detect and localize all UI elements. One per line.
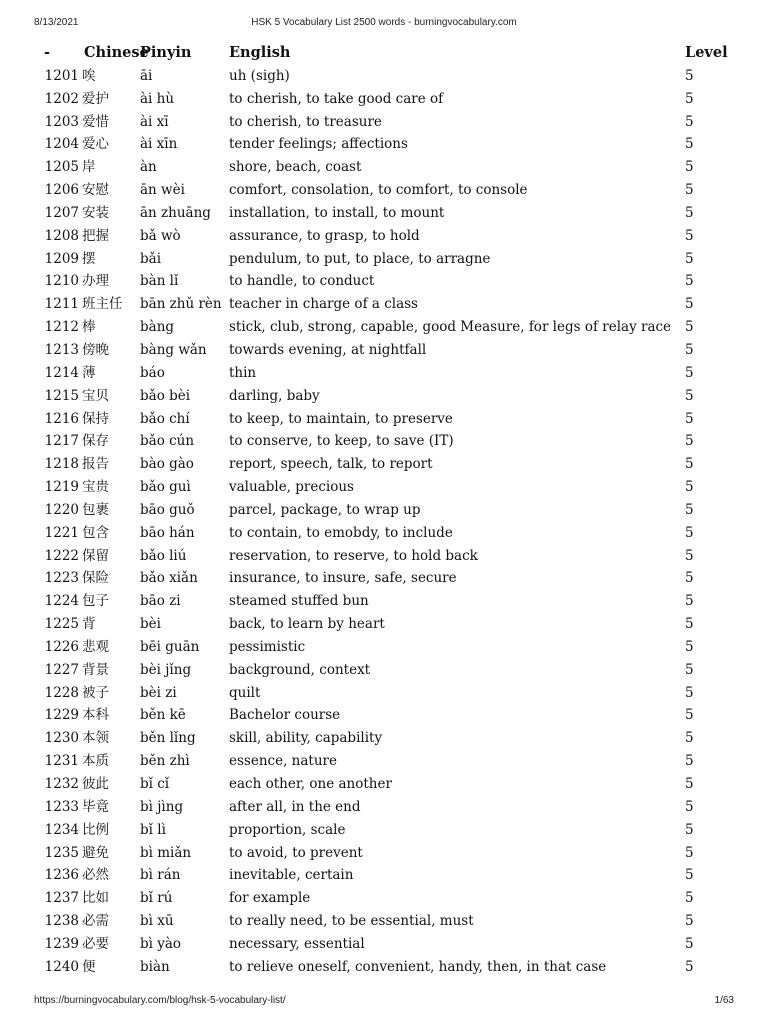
table-row (34, 65, 734, 88)
row-level: 5 (685, 456, 694, 473)
row-chinese: 便 (82, 958, 96, 975)
row-number: 1219 (44, 479, 79, 496)
table-row (34, 750, 734, 773)
row-level: 5 (685, 913, 694, 930)
row-number: 1218 (44, 456, 79, 473)
row-number: 1208 (44, 227, 79, 244)
row-number: 1222 (44, 547, 79, 564)
row-english: essence, nature (229, 753, 337, 770)
row-number: 1204 (44, 136, 79, 153)
row-number: 1229 (44, 707, 79, 724)
row-chinese: 包子 (82, 593, 109, 610)
row-level: 5 (685, 935, 694, 952)
row-english: assurance, to grasp, to hold (229, 227, 420, 244)
row-pinyin: bǎ wò (140, 227, 181, 244)
row-pinyin: bì rán (140, 867, 181, 884)
row-chinese: 包含 (82, 524, 109, 541)
row-english: stick, club, strong, capable, good Measure, for legs of relay race (229, 319, 672, 336)
row-chinese: 安装 (82, 204, 109, 221)
table-row (34, 910, 734, 933)
row-english: to cherish, to treasure (229, 113, 382, 130)
print-date: 8/13/2021 (34, 17, 79, 28)
row-level: 5 (685, 616, 694, 633)
row-pinyin: bǎo bèi (140, 387, 191, 404)
row-number: 1231 (44, 753, 79, 770)
table-row (34, 133, 734, 156)
row-pinyin: bàn lǐ (140, 273, 179, 290)
row-pinyin: běn zhì (140, 753, 190, 770)
row-number: 1217 (44, 433, 79, 450)
row-chinese: 本质 (82, 753, 109, 770)
row-level: 5 (685, 113, 694, 130)
row-level: 5 (685, 707, 694, 724)
table-row (34, 408, 734, 431)
table-row (34, 636, 734, 659)
row-pinyin: bèi zi (140, 684, 177, 701)
table-row (34, 545, 734, 568)
row-number: 1221 (44, 524, 79, 541)
row-pinyin: bǐ rú (140, 890, 173, 907)
row-chinese: 本领 (82, 730, 109, 747)
table-row (34, 727, 734, 750)
row-number: 1225 (44, 616, 79, 633)
row-number: 1214 (44, 364, 79, 381)
row-english: towards evening, at nightfall (229, 341, 427, 358)
row-english: to relieve oneself, convenient, handy, then, in that case (229, 958, 607, 975)
table-row (34, 842, 734, 865)
row-chinese: 把握 (82, 227, 109, 244)
row-chinese: 宝贝 (82, 387, 109, 404)
row-level: 5 (685, 776, 694, 792)
row-level: 5 (685, 479, 694, 496)
row-pinyin: bǐ cǐ (140, 776, 170, 792)
print-header (0, 17, 768, 31)
row-level: 5 (685, 387, 694, 404)
row-level: 5 (685, 661, 694, 678)
row-chinese: 必需 (82, 913, 109, 930)
row-level: 5 (685, 364, 694, 381)
table-row (34, 887, 734, 910)
row-number: 1224 (44, 593, 79, 610)
row-pinyin: bǎo chí (140, 410, 190, 427)
row-number: 1210 (44, 273, 79, 290)
table-row (34, 522, 734, 545)
row-level: 5 (685, 433, 694, 450)
row-chinese: 比例 (82, 821, 109, 838)
row-number: 1234 (44, 821, 79, 838)
row-number: 1226 (44, 638, 79, 655)
row-number: 1211 (44, 296, 79, 313)
row-pinyin: ài xīn (140, 136, 178, 153)
row-number: 1209 (44, 250, 79, 267)
row-number: 1235 (44, 844, 79, 861)
row-chinese: 岸 (82, 159, 96, 176)
row-level: 5 (685, 250, 694, 267)
row-chinese: 包裹 (82, 501, 109, 518)
row-number: 1228 (44, 684, 79, 701)
row-pinyin: bàng (140, 319, 175, 336)
row-level: 5 (685, 204, 694, 221)
print-title: HSK 5 Vocabulary List 2500 words - burningvocabulary.com (251, 17, 517, 28)
row-chinese: 安慰 (82, 182, 109, 199)
row-english: tender feelings; affections (229, 136, 408, 153)
row-pinyin: bèi jǐng (140, 661, 192, 678)
row-chinese: 保持 (82, 410, 109, 427)
row-pinyin: běn kē (140, 707, 186, 724)
row-number: 1205 (44, 159, 79, 176)
row-chinese: 避免 (82, 844, 109, 861)
table-row (34, 362, 734, 385)
row-pinyin: bì yào (140, 935, 182, 952)
table-row (34, 773, 734, 796)
table-row (34, 339, 734, 362)
row-chinese: 摆 (82, 250, 96, 267)
row-pinyin: bǎi (140, 250, 162, 267)
row-english: after all, in the end (229, 798, 361, 815)
row-english: steamed stuffed bun (229, 593, 369, 610)
row-english: to contain, to emobdy, to include (229, 524, 453, 541)
row-english: pessimistic (229, 638, 306, 655)
row-number: 1232 (44, 776, 79, 792)
table-header-row (34, 42, 734, 65)
row-chinese: 傍晚 (82, 341, 109, 358)
table-row (34, 88, 734, 111)
row-pinyin: āi (140, 67, 153, 84)
row-number: 1201 (44, 67, 79, 84)
row-english: inevitable, certain (229, 867, 354, 884)
row-number: 1212 (44, 319, 79, 336)
row-chinese: 爱惜 (82, 113, 109, 130)
row-chinese: 保险 (82, 570, 109, 587)
row-pinyin: bào gào (140, 456, 194, 473)
row-english: valuable, precious (229, 479, 354, 496)
row-level: 5 (685, 570, 694, 587)
row-pinyin: bāo zi (140, 593, 181, 610)
row-english: background, context (229, 661, 371, 678)
print-url: https://burningvocabulary.com/blog/hsk-5-vocabulary-list/ (34, 995, 286, 1006)
vocabulary-table (34, 42, 734, 979)
row-level: 5 (685, 159, 694, 176)
table-row (34, 659, 734, 682)
row-number: 1202 (44, 90, 79, 107)
row-english: to handle, to conduct (229, 273, 375, 290)
row-level: 5 (685, 730, 694, 747)
row-english: insurance, to insure, safe, secure (229, 570, 457, 587)
row-chinese: 背 (82, 616, 96, 633)
row-level: 5 (685, 501, 694, 518)
row-english: uh (sigh) (229, 67, 290, 84)
table-row (34, 156, 734, 179)
row-pinyin: ān wèi (140, 182, 185, 199)
row-english: darling, baby (229, 387, 320, 404)
row-level: 5 (685, 958, 694, 975)
row-level: 5 (685, 410, 694, 427)
row-pinyin: bǎo liú (140, 547, 187, 564)
row-pinyin: bèi (140, 616, 161, 633)
row-pinyin: ài xī (140, 113, 169, 130)
row-number: 1238 (44, 913, 79, 930)
row-pinyin: bān zhǔ rèn (140, 296, 222, 313)
row-english: necessary, essential (229, 935, 365, 952)
row-number: 1223 (44, 570, 79, 587)
row-chinese: 必然 (82, 867, 109, 884)
table-body (34, 65, 734, 979)
table-row (34, 270, 734, 293)
row-number: 1207 (44, 204, 79, 221)
row-number: 1236 (44, 867, 79, 884)
table-row (34, 248, 734, 271)
row-english: back, to learn by heart (229, 616, 385, 633)
row-chinese: 保存 (82, 433, 109, 450)
row-english: parcel, package, to wrap up (229, 501, 421, 518)
row-english: Bachelor course (229, 707, 341, 724)
row-level: 5 (685, 547, 694, 564)
row-level: 5 (685, 296, 694, 313)
row-number: 1239 (44, 935, 79, 952)
row-level: 5 (685, 273, 694, 290)
row-pinyin: bāo guǒ (140, 501, 195, 518)
row-level: 5 (685, 798, 694, 815)
table-row (34, 430, 734, 453)
table-row (34, 796, 734, 819)
row-pinyin: bāo hán (140, 524, 195, 541)
row-number: 1206 (44, 182, 79, 199)
row-level: 5 (685, 524, 694, 541)
row-pinyin: biàn (140, 958, 170, 975)
row-pinyin: bì miǎn (140, 844, 192, 861)
row-pinyin: ài hù (140, 90, 175, 107)
table-row (34, 819, 734, 842)
header-level: Level (685, 44, 728, 61)
row-chinese: 背景 (82, 661, 109, 678)
table-row (34, 864, 734, 887)
table-row (34, 202, 734, 225)
row-english: for example (229, 890, 311, 907)
row-english: to avoid, to prevent (229, 844, 363, 861)
row-chinese: 悲观 (82, 638, 109, 655)
row-number: 1215 (44, 387, 79, 404)
table-row (34, 956, 734, 979)
row-english: teacher in charge of a class (229, 296, 418, 313)
row-number: 1233 (44, 798, 79, 815)
row-chinese: 报告 (82, 456, 109, 473)
row-english: thin (229, 364, 257, 381)
row-level: 5 (685, 890, 694, 907)
table-row (34, 111, 734, 134)
row-level: 5 (685, 593, 694, 610)
table-row (34, 613, 734, 636)
row-chinese: 薄 (82, 364, 96, 381)
header-number: - (44, 44, 51, 61)
row-pinyin: bǎo xiǎn (140, 570, 198, 587)
row-pinyin: bàng wǎn (140, 341, 207, 358)
row-number: 1216 (44, 410, 79, 427)
row-level: 5 (685, 753, 694, 770)
page-number: 1/63 (714, 995, 734, 1006)
row-number: 1220 (44, 501, 79, 518)
row-pinyin: běn lǐng (140, 730, 196, 747)
row-pinyin: báo (140, 364, 165, 381)
row-chinese: 唉 (82, 67, 96, 84)
table-row (34, 385, 734, 408)
row-chinese: 办理 (82, 273, 109, 290)
row-number: 1230 (44, 730, 79, 747)
row-number: 1240 (44, 958, 79, 975)
table-row (34, 293, 734, 316)
row-pinyin: ān zhuāng (140, 204, 211, 221)
row-pinyin: bì jìng (140, 798, 184, 815)
row-pinyin: bēi guān (140, 638, 200, 655)
row-chinese: 保留 (82, 547, 109, 564)
header-english: English (229, 44, 291, 61)
header-pinyin: Pinyin (140, 44, 192, 61)
table-row (34, 316, 734, 339)
row-chinese: 毕竟 (82, 798, 109, 815)
row-pinyin: àn (140, 159, 157, 176)
row-chinese: 爱心 (82, 136, 109, 153)
table-row (34, 499, 734, 522)
row-pinyin: bǐ lì (140, 821, 166, 838)
table-row (34, 476, 734, 499)
row-chinese: 爱护 (82, 90, 109, 107)
row-number: 1237 (44, 890, 79, 907)
print-footer (0, 995, 768, 1009)
row-number: 1213 (44, 341, 79, 358)
table-row (34, 567, 734, 590)
row-chinese: 被子 (82, 684, 109, 701)
table-row (34, 933, 734, 956)
table-row (34, 682, 734, 705)
row-english: comfort, consolation, to comfort, to console (229, 182, 528, 199)
row-english: report, speech, talk, to report (229, 456, 433, 473)
table-row (34, 179, 734, 202)
row-chinese: 班主任 (82, 296, 123, 313)
header-chinese: Chinese (84, 44, 149, 61)
row-level: 5 (685, 341, 694, 358)
row-english: to cherish, to take good care of (229, 90, 444, 107)
row-english: shore, beach, coast (229, 159, 362, 176)
row-level: 5 (685, 227, 694, 244)
row-english: pendulum, to put, to place, to arragne (229, 250, 491, 267)
row-level: 5 (685, 182, 694, 199)
row-chinese: 必要 (82, 935, 109, 952)
row-english: reservation, to reserve, to hold back (229, 547, 478, 564)
row-english: to really need, to be essential, must (229, 913, 474, 930)
row-chinese: 宝贵 (82, 479, 109, 496)
row-level: 5 (685, 821, 694, 838)
row-level: 5 (685, 684, 694, 701)
row-pinyin: bǎo guì (140, 479, 191, 496)
table-row (34, 704, 734, 727)
row-number: 1227 (44, 661, 79, 678)
row-chinese: 棒 (82, 319, 96, 336)
row-english: proportion, scale (229, 821, 346, 838)
row-chinese: 彼此 (82, 776, 109, 792)
table-row (34, 225, 734, 248)
row-level: 5 (685, 67, 694, 84)
row-level: 5 (685, 90, 694, 107)
table-row (34, 590, 734, 613)
row-level: 5 (685, 319, 694, 336)
row-pinyin: bì xū (140, 913, 174, 930)
row-english: each other, one another (229, 776, 392, 792)
row-english: to keep, to maintain, to preserve (229, 410, 453, 427)
row-level: 5 (685, 136, 694, 153)
row-chinese: 比如 (82, 890, 109, 907)
row-chinese: 本科 (82, 707, 109, 724)
row-english: to conserve, to keep, to save (IT) (229, 433, 454, 450)
row-english: installation, to install, to mount (229, 204, 445, 221)
row-level: 5 (685, 844, 694, 861)
row-number: 1203 (44, 113, 79, 130)
row-pinyin: bǎo cún (140, 433, 195, 450)
row-level: 5 (685, 638, 694, 655)
table-row (34, 453, 734, 476)
row-level: 5 (685, 867, 694, 884)
row-english: skill, ability, capability (229, 730, 383, 747)
row-english: quilt (229, 684, 261, 701)
